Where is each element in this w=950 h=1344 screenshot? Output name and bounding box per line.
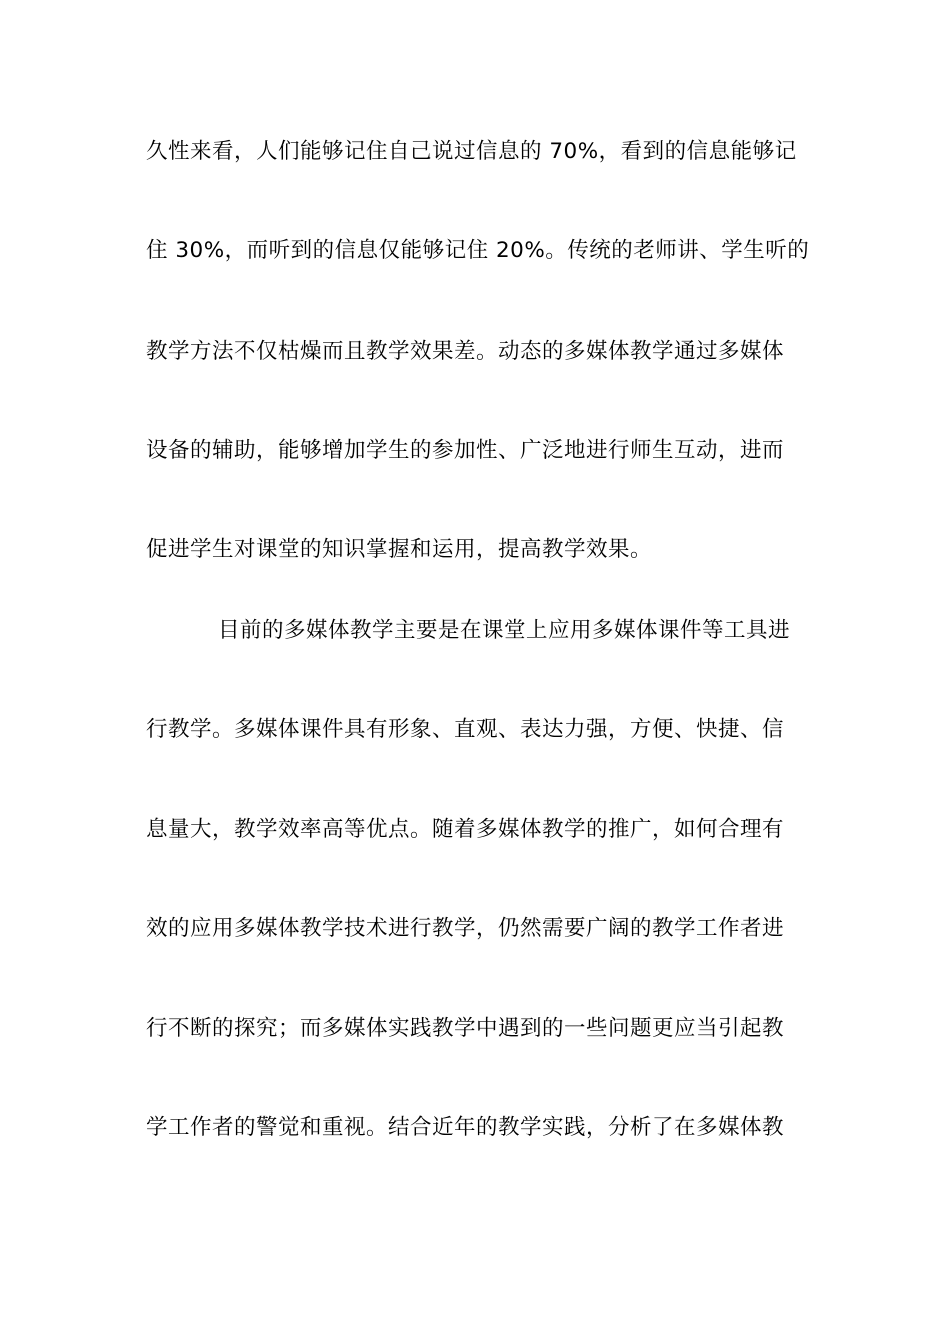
text-line: 息量大，教学效率高等优点。随着多媒体教学的推广，如何合理有 (146, 817, 785, 842)
text-line: 促进学生对课堂的知识掌握和运用，提高教学效果。 (146, 537, 653, 562)
text-line: 住 30%，而听到的信息仅能够记住 20%。传统的老师讲、学生听的 (146, 238, 810, 263)
text-line: 效的应用多媒体教学技术进行教学，仍然需要广阔的教学工作者进 (146, 916, 785, 941)
text-line: 设备的辅助，能够增加学生的参加性、广泛地进行师生互动，进而 (146, 438, 785, 463)
text-line: 行教学。多媒体课件具有形象、直观、表达力强，方便、快捷、信 (146, 717, 785, 742)
paragraph-first-line: 目前的多媒体教学主要是在课堂上应用多媒体课件等工具进 (218, 618, 791, 643)
text-line: 久性来看，人们能够记住自己说过信息的 70%，看到的信息能够记 (146, 139, 797, 164)
text-line: 教学方法不仅枯燥而且教学效果差。动态的多媒体教学通过多媒体 (146, 339, 785, 364)
text-line: 学工作者的警觉和重视。结合近年的教学实践，分析了在多媒体教 (146, 1115, 785, 1140)
text-line: 行不断的探究；而多媒体实践教学中遇到的一些问题更应当引起教 (146, 1016, 785, 1041)
